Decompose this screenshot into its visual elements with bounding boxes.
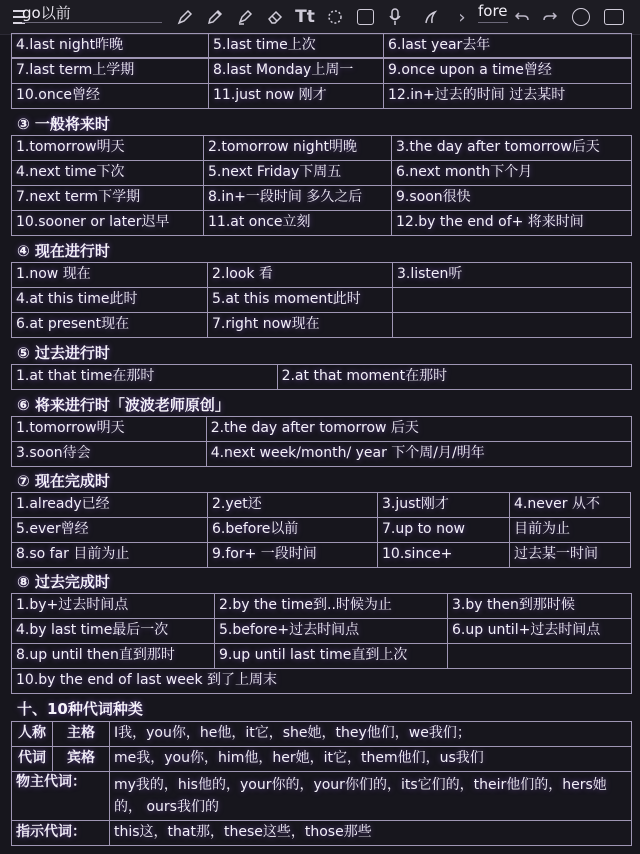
table-row — [11, 186, 632, 212]
demonstrative-pronoun-row — [11, 820, 632, 846]
table-row — [11, 543, 632, 569]
table-cell: 1.at that time在那时 — [11, 364, 278, 390]
section-heading: ⑥ 将来进行时「波波老师原创」 — [17, 395, 230, 414]
table-cell: 8.up until then直到那时 — [11, 643, 215, 669]
pen-icon[interactable] — [174, 0, 196, 34]
table-cell — [392, 312, 632, 338]
table-cell: 9.up until last time直到上次 — [214, 643, 448, 669]
section-heading: ③ 一般将来时 — [17, 114, 110, 133]
table-cell: 3.the day after tomorrow后天 — [391, 135, 632, 161]
table-row — [11, 644, 632, 670]
table-cell: 1.tomorrow明天 — [11, 135, 204, 161]
subject-pronouns: I我，you你，he他，it它，she她，they他们，we我们； — [109, 721, 632, 747]
lasso-icon[interactable] — [324, 0, 346, 34]
possessive-pronoun-row — [11, 771, 632, 821]
table-cell: 1.tomorrow明天 — [11, 416, 207, 442]
table-row — [11, 417, 632, 443]
table-cell: 5.last time上次 — [208, 33, 384, 58]
redo-icon[interactable] — [540, 0, 560, 34]
table-cell: 3.just刚才 — [377, 492, 510, 518]
table-cell: 4.by last time最后一次 — [11, 618, 215, 644]
section-heading: ⑧ 过去完成时 — [17, 573, 110, 591]
table-row — [11, 84, 632, 110]
table-cell: 5.before+过去时间点 — [214, 618, 448, 644]
table-cell: 9.once upon a time曾经 — [383, 58, 632, 84]
table-cell: 7.up to now — [377, 517, 510, 543]
table-cell: 4.never 从不 — [509, 492, 631, 518]
table-cell: 11.just now 刚才 — [208, 83, 384, 109]
table-cell: 目前为止 — [509, 517, 631, 543]
table-cell: 2.yet还 — [207, 492, 378, 518]
table-cell: 7.next term下学期 — [11, 185, 204, 211]
highlighter-icon[interactable] — [234, 0, 256, 34]
table-row — [11, 493, 632, 519]
table-cell: 12.by the end of+ 将来时间 — [391, 210, 632, 236]
top-toolbar — [0, 0, 640, 35]
table-cell: 5.at this moment此时 — [207, 287, 393, 313]
section-heading: 十、10种代词种类 — [17, 699, 143, 718]
eraser-icon[interactable] — [264, 0, 286, 34]
table-cell: 7.last term上学期 — [11, 58, 209, 84]
possessive-pronouns: my我的，his他的，your你的，your你们的，its它们的，their他们的，hers她的， ours我们的 — [109, 771, 632, 821]
table-cell: 10.once曾经 — [11, 83, 209, 109]
page-icon[interactable] — [600, 0, 628, 34]
table-cell: 3.by then到那时候 — [447, 593, 632, 619]
table-row — [11, 669, 632, 695]
microphone-icon[interactable] — [384, 0, 406, 34]
demonstrative-pronouns: this这，that那，these这些，those那些 — [109, 820, 632, 846]
demonstrative-label: 指示代词： — [11, 820, 110, 846]
table-cell: 9.for+ 一段时间 — [207, 542, 378, 568]
table-cell: 2.tomorrow night明晚 — [203, 135, 392, 161]
table-cell: 4.at this time此时 — [11, 287, 208, 313]
possessive-label: 物主代词： — [11, 771, 110, 821]
table-cell: 2.the day after tomorrow 后天 — [206, 416, 632, 442]
note-content — [11, 34, 632, 854]
table-cell: 2.look 看 — [207, 262, 393, 288]
image-icon[interactable] — [354, 0, 376, 34]
table-cell: 10.since+ — [377, 542, 510, 568]
table-row — [11, 263, 632, 289]
section-heading: ⑤ 过去进行时 — [17, 343, 110, 362]
text-field-left[interactable]: go以前 — [22, 2, 162, 23]
table-cell: 6.last year去年 — [383, 33, 632, 58]
personal-label-top: 人称 — [11, 721, 53, 747]
table-cell: 4.next week/month/ year 下个周/月/明年 — [206, 441, 632, 467]
table-row — [11, 34, 632, 59]
table-cell: 6.up until+过去时间点 — [447, 618, 632, 644]
table-row — [11, 365, 632, 391]
table-row — [11, 288, 632, 314]
table-cell: 2.at that moment在那时 — [277, 364, 632, 390]
object-pronouns: me我，you你，him他，her她，it它，them他们，us我们 — [109, 746, 632, 772]
table-cell: 8.so far 目前为止 — [11, 542, 208, 568]
table-row — [11, 518, 632, 544]
table-cell: 4.next time下次 — [11, 160, 204, 186]
table-cell: 5.next Friday下周五 — [203, 160, 392, 186]
table-cell: 8.in+一段时间 多久之后 — [203, 185, 392, 211]
magic-icon[interactable] — [420, 0, 442, 34]
chevron-right-icon[interactable]: › — [458, 6, 466, 28]
table-cell: 6.at present现在 — [11, 312, 208, 338]
table-cell: 7.right now现在 — [207, 312, 393, 338]
table-cell — [392, 287, 632, 313]
table-cell: 8.last Monday上周一 — [208, 58, 384, 84]
table-row — [11, 211, 632, 237]
text-field-right[interactable]: fore — [478, 2, 508, 23]
section-heading: ④ 现在进行时 — [17, 241, 110, 260]
table-row — [11, 136, 632, 162]
table-cell: 5.ever曾经 — [11, 517, 208, 543]
table-cell: 2.by the time到..时候为止 — [214, 593, 448, 619]
table-cell: 1.by+过去时间点 — [11, 593, 215, 619]
table-row — [11, 313, 632, 339]
table-cell: 过去某一时间 — [509, 542, 631, 568]
table-cell: 6.next month下个月 — [391, 160, 632, 186]
table-cell: 9.soon很快 — [391, 185, 632, 211]
text-tool-icon[interactable]: Tt — [295, 7, 315, 27]
table-cell — [447, 643, 632, 669]
table-cell: 6.before以前 — [207, 517, 378, 543]
table-row — [11, 161, 632, 187]
table-row — [11, 594, 632, 620]
table-cell: 12.in+过去的时间 过去某时 — [383, 83, 632, 109]
table-row — [11, 59, 632, 85]
table-cell: 1.now 现在 — [11, 262, 208, 288]
personal-label-bottom: 代词 — [11, 746, 53, 772]
table-cell: 11.at once立刻 — [203, 210, 392, 236]
table-row — [11, 619, 632, 645]
section-heading: ⑦ 现在完成时 — [17, 472, 110, 490]
undo-icon[interactable] — [512, 0, 532, 34]
subject-case-label: 主格 — [52, 721, 110, 747]
object-case-label: 宾格 — [52, 746, 110, 772]
table-cell: 10.by the end of last week 到了上周末 — [11, 668, 632, 694]
table-cell: 3.soon待会 — [11, 441, 207, 467]
pencil-icon[interactable] — [204, 0, 226, 34]
table-cell: 10.sooner or later迟早 — [11, 210, 204, 236]
table-row — [11, 442, 632, 468]
table-cell: 1.already已经 — [11, 492, 208, 518]
table-cell: 3.listen听 — [392, 262, 632, 288]
more-icon[interactable] — [570, 0, 592, 34]
personal-pronoun-table — [11, 721, 632, 771]
table-cell: 4.last night昨晚 — [11, 33, 209, 58]
